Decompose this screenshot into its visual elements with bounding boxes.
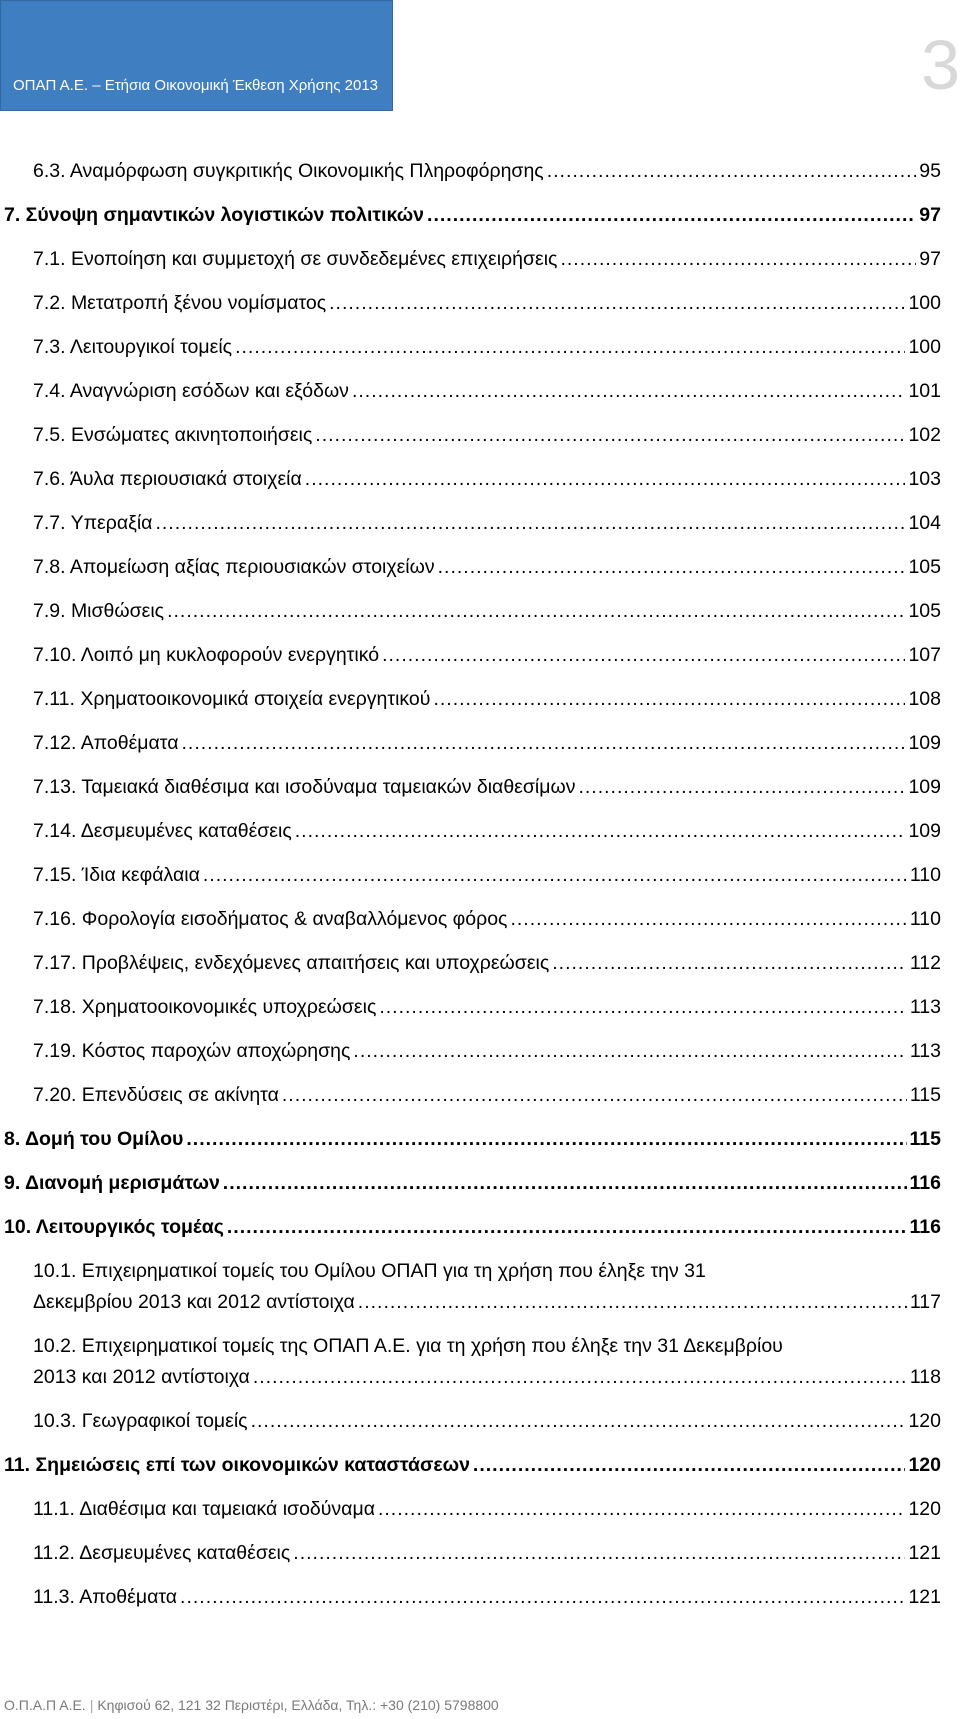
toc-entry-title: 11.2. Δεσμευμένες καταθέσεις: [33, 1542, 291, 1564]
toc-entry[interactable]: [0, 640, 960, 671]
footer-address: Κηφισού 62, 121 32 Περιστέρι, Ελλάδα, Τηλ.: +30 (210) 5798800: [97, 1697, 499, 1713]
toc-entry-page-number: 115: [909, 1084, 941, 1106]
toc-entry-row: [0, 904, 960, 935]
toc-entry-leader-dots: [235, 332, 905, 363]
toc-entry-title: 11. Σημειώσεις επί των οικονομικών καταστάσεων: [4, 1454, 470, 1476]
toc-entry[interactable]: [0, 376, 960, 407]
toc-entry[interactable]: [0, 1036, 960, 1067]
toc-entry-title: 7.14. Δεσμευμένες καταθέσεις: [33, 820, 292, 842]
toc-entry-title: 6.3. Αναμόρφωση συγκριτικής Οικονομικής Πληροφόρησης: [33, 160, 544, 182]
toc-entry-page-number: 102: [908, 424, 941, 446]
toc-entry-title: 7. Σύνοψη σημαντικών λογιστικών πολιτικών: [4, 204, 425, 226]
toc-entry-leader-dots: [329, 288, 905, 319]
toc-entry-page-number: 107: [908, 644, 941, 666]
toc-entry-page-number: 110: [909, 864, 941, 886]
toc-entry-page-number: 109: [908, 776, 941, 798]
toc-entry[interactable]: [0, 728, 960, 759]
toc-entry-page-number: 120: [908, 1454, 941, 1476]
toc-entry[interactable]: [0, 508, 960, 539]
footer: [4, 1697, 499, 1713]
page-number: 3: [921, 26, 960, 104]
toc-entry[interactable]: [0, 1168, 960, 1199]
toc-entry-row: [0, 1036, 960, 1067]
toc-entry-leader-dots: [379, 992, 907, 1023]
toc-entry-leader-dots: [305, 464, 906, 495]
toc-entry-row: [0, 1168, 960, 1199]
toc-entry[interactable]: [0, 904, 960, 935]
toc-entry-title: 7.10. Λοιπό μη κυκλοφορούν ενεργητικό: [33, 644, 380, 666]
toc-entry-row: [0, 992, 960, 1023]
toc-entry[interactable]: [0, 1406, 960, 1437]
toc-entry[interactable]: [0, 684, 960, 715]
toc-entry-page-number: 101: [908, 380, 941, 402]
toc-entry-leader-dots: [438, 552, 906, 583]
toc-entry-leader-dots: [186, 1124, 906, 1155]
toc-entry-page-number: 95: [919, 160, 941, 182]
toc-entry-page-number: 100: [908, 336, 941, 358]
toc-entry-row: [0, 640, 960, 671]
toc-entry-row: [0, 376, 960, 407]
toc-entry-leader-dots: [203, 860, 907, 891]
toc-entry-title: 7.1. Ενοποίηση και συμμετοχή σε συνδεδεμένες επιχειρήσεις: [33, 248, 558, 270]
toc-entry[interactable]: [0, 464, 960, 495]
toc-entry-leader-dots: [378, 1494, 905, 1525]
toc-entry-leader-dots: [547, 156, 917, 187]
toc-entry-row: [0, 728, 960, 759]
toc-entry-title: 7.11. Χρηματοοικονομικά στοιχεία ενεργητικού: [33, 688, 431, 710]
toc-entry-title: 7.5. Ενσώματες ακινητοποιήσεις: [33, 424, 313, 446]
toc-entry-leader-dots: [293, 1538, 905, 1569]
toc-entry[interactable]: [0, 552, 960, 583]
toc-entry-row: [0, 1080, 960, 1111]
toc-entry[interactable]: [0, 1124, 960, 1155]
toc-entry-page-number: 109: [908, 732, 941, 754]
toc-entry-row: [0, 1450, 960, 1481]
toc-entry-row: [0, 420, 960, 451]
toc-entry-title: 8. Δομή του Ομίλου: [4, 1128, 184, 1150]
toc-entry-row: [0, 288, 960, 319]
toc-entry-title: 7.18. Χρηματοοικονομικές υποχρεώσεις: [33, 996, 377, 1018]
toc-entry-row: [0, 1582, 960, 1613]
toc-entry-leader-dots: [578, 772, 905, 803]
toc-entry-leader-dots: [227, 1212, 907, 1243]
toc-entry[interactable]: [0, 244, 960, 275]
toc-entry-leader-dots: [155, 508, 905, 539]
toc-entry-row: [0, 244, 960, 275]
toc-entry-leader-dots: [253, 1362, 907, 1393]
toc-entry-row: [0, 332, 960, 363]
toc-entry-row: [0, 816, 960, 847]
toc-entry[interactable]: [0, 948, 960, 979]
toc-entry-page-number: 104: [908, 512, 941, 534]
toc-entry-leader-dots: [433, 684, 905, 715]
toc-entry-first-line: 10.2. Επιχειρηματικοί τομείς της ΟΠΑΠ Α.Ε. για τη χρήση που έληξε την 31 Δεκεμβρίου: [33, 1335, 783, 1357]
toc-entry-page-number: 115: [909, 1128, 941, 1150]
toc-entry-leader-dots: [295, 816, 906, 847]
toc-entry[interactable]: [0, 1494, 960, 1525]
toc-entry-leader-dots: [552, 948, 907, 979]
toc-entry-page-number: 97: [919, 204, 941, 226]
toc-entry-title: 7.19. Κόστος παροχών αποχώρησης: [33, 1040, 351, 1062]
toc-entry-page-number: 112: [909, 952, 941, 974]
toc-entry-page-number: 105: [908, 600, 941, 622]
toc-entry-page-number: 121: [908, 1542, 941, 1564]
toc-entry-row: [0, 156, 960, 187]
toc-entry[interactable]: [0, 1450, 960, 1481]
toc-entry-leader-dots: [167, 596, 905, 627]
toc-entry-title: 7.20. Επενδύσεις σε ακίνητα: [33, 1084, 279, 1106]
toc-entry-page-number: 116: [909, 1216, 941, 1238]
toc-entry-row: [0, 1212, 960, 1243]
toc-entry[interactable]: [0, 420, 960, 451]
document-title: ΟΠΑΠ Α.Ε. – Ετήσια Οικονομική Έκθεση Χρήσης 2013: [13, 77, 379, 94]
footer-company: Ο.Π.Α.Π Α.Ε.: [4, 1697, 86, 1713]
toc-entry-leader-dots: [353, 1036, 906, 1067]
toc-entry-title: 9. Διανομή μερισμάτων: [4, 1172, 220, 1194]
toc-entry-leader-dots: [352, 376, 906, 407]
toc-entry-row: [0, 596, 960, 627]
toc-entry-page-number: 120: [908, 1498, 941, 1520]
toc-entry-title: 7.7. Υπεραξία: [33, 512, 153, 534]
toc-entry[interactable]: [0, 1080, 960, 1111]
toc-entry-leader-dots: [315, 420, 905, 451]
toc-entry-row: [0, 860, 960, 891]
toc-entry[interactable]: [0, 772, 960, 803]
toc-entry-row: [0, 684, 960, 715]
toc-entry-title: 7.16. Φορολογία εισοδήματος & αναβαλλόμενος φόρος: [33, 908, 508, 930]
toc-entry-row: [0, 772, 960, 803]
toc-entry[interactable]: [0, 816, 960, 847]
toc-entry-page-number: 105: [908, 556, 941, 578]
toc-entry-title: 7.12. Αποθέματα: [33, 732, 179, 754]
toc-entry-title: 7.3. Λειτουργικοί τομείς: [33, 336, 233, 358]
toc-entry-page-number: 113: [909, 1040, 941, 1062]
toc-entry[interactable]: [0, 860, 960, 891]
toc-entry-title: 7.6. Άυλα περιουσιακά στοιχεία: [33, 468, 302, 490]
toc-entry[interactable]: [0, 1256, 960, 1318]
toc-entry-title: 11.3. Αποθέματα: [33, 1586, 178, 1608]
toc-entry[interactable]: [0, 288, 960, 319]
toc-entry-title: 7.9. Μισθώσεις: [33, 600, 165, 622]
toc-entry-leader-dots: [282, 1080, 907, 1111]
toc-entry-page-number: 109: [908, 820, 941, 842]
toc-entry-title: 10. Λειτουργικός τομέας: [4, 1216, 224, 1238]
toc-entry-page-number: 110: [909, 908, 941, 930]
toc-entry-page-number: 113: [909, 996, 941, 1018]
toc-entry-page-number: 103: [908, 468, 941, 490]
toc-entry-page-number: 97: [919, 248, 941, 270]
toc-entry[interactable]: [0, 1212, 960, 1243]
toc-entry-title: 2013 και 2012 αντίστοιχα: [33, 1366, 250, 1388]
toc-entry-title: 7.13. Ταμειακά διαθέσιμα και ισοδύναμα ταμειακών διαθεσίμων: [33, 776, 576, 798]
toc-entry-title: 7.4. Αναγνώριση εσόδων και εξόδων: [33, 380, 349, 402]
toc-entry-leader-dots: [560, 244, 916, 275]
footer-separator: |: [89, 1697, 94, 1713]
toc-entry-leader-dots: [182, 728, 906, 759]
toc-entry-leader-dots: [223, 1168, 907, 1199]
toc-entry-title: 7.8. Απομείωση αξίας περιουσιακών στοιχείων: [33, 556, 435, 578]
toc-entry-leader-dots: [358, 1287, 907, 1318]
toc-entry[interactable]: [0, 992, 960, 1023]
toc-entry-title: 7.2. Μετατροπή ξένου νομίσματος: [33, 292, 327, 314]
toc-entry-row: [0, 200, 960, 231]
toc-entry-leader-dots: [510, 904, 906, 935]
toc-entry-row: [0, 552, 960, 583]
toc-entry-page-number: 120: [908, 1410, 941, 1432]
toc-entry-row: [0, 464, 960, 495]
toc-entry-row: [0, 1124, 960, 1155]
toc-entry-page-number: 116: [909, 1172, 941, 1194]
toc-entry[interactable]: [0, 1331, 960, 1393]
toc-entry-row: [0, 1494, 960, 1525]
toc-entry-leader-dots: [382, 640, 905, 671]
toc-entry-page-number: 108: [908, 688, 941, 710]
toc-entry-leader-dots: [473, 1450, 906, 1481]
toc-entry-page-number: 121: [908, 1586, 941, 1608]
toc-entry-row: [0, 1538, 960, 1569]
toc-entry-title: Δεκεμβρίου 2013 και 2012 αντίστοιχα: [33, 1291, 355, 1313]
toc-entry-row: [0, 1362, 960, 1393]
toc-entry-row: [0, 948, 960, 979]
toc-entry-page-number: 117: [909, 1291, 941, 1313]
header-banner: [0, 0, 393, 111]
toc-entry-page-number: 100: [908, 292, 941, 314]
toc-entry-title: 10.3. Γεωγραφικοί τομείς: [33, 1410, 248, 1432]
toc-entry-row: [0, 508, 960, 539]
toc-entry-leader-dots: [180, 1582, 905, 1613]
toc-entry-leader-dots: [251, 1406, 906, 1437]
toc-entry-title: 7.17. Προβλέψεις, ενδεχόμενες απαιτήσεις και υποχρεώσεις: [33, 952, 550, 974]
toc-entry[interactable]: [0, 156, 960, 187]
toc-entry-first-line: 10.1. Επιχειρηματικοί τομείς του Ομίλου ΟΠΑΠ για τη χρήση που έληξε την 31: [33, 1260, 706, 1282]
toc-entry[interactable]: [0, 200, 960, 231]
toc-entry[interactable]: [0, 1538, 960, 1569]
toc-entry-leader-dots: [427, 200, 916, 231]
toc-entry-title: 7.15. Ίδια κεφάλαια: [33, 864, 200, 886]
toc-entry[interactable]: [0, 1582, 960, 1613]
toc-entry-row: [0, 1406, 960, 1437]
toc-entry-page-number: 118: [909, 1366, 941, 1388]
toc-entry[interactable]: [0, 332, 960, 363]
toc-entry[interactable]: [0, 596, 960, 627]
toc-entry-row: [0, 1287, 960, 1318]
toc-entry-title: 11.1. Διαθέσιμα και ταμειακά ισοδύναμα: [33, 1498, 375, 1520]
